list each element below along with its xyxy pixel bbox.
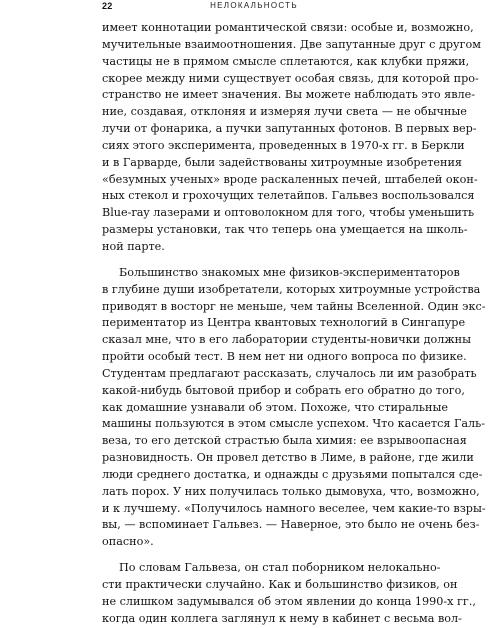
paragraph [102,265,486,551]
text-line: сиях этого эксперимента, проведенных в 1970-х гг. в Беркли [102,138,465,152]
text-line: вы, — вспоминает Гальвез. — Наверное, это было не очень без- [102,518,480,532]
text-line: и к лучшему. «Получилось намного веселее, чем какие-то взры- [102,501,486,515]
text-line: какой-нибудь бытовой прибор и собрать его обратно до того, [102,383,465,397]
text-line: ной парте. [102,239,165,253]
text-line: скорее между ними существует особая связь, для которой про- [102,71,479,85]
text-line: не слишком задумывался об этом явлении до конца 1990-х гг., [102,594,476,608]
text-line: размеры установки, так что теперь она умещается на школь- [102,223,468,237]
text-line: мучительные взаимоотношения. Две запутанные друг с другом [102,37,481,51]
text-line: «безумных ученых» вроде раскаленных печей, штабелей окон- [102,172,478,186]
text-line: имеет коннотации романтической связи: особые и, возможно, [102,21,474,34]
text-line: когда один коллега заглянул к нему в кабинет с весьма вол- [102,611,462,625]
text-line: сти практически случайно. Как и большинство физиков, он [102,578,458,591]
text-line: лать порох. У них получилась только дымовуха, что, возможно, [102,484,480,498]
text-line: в глубине души изобретатели, которых хитроумные устройства [102,282,481,296]
text-line: как домашние узнавали об этом. Похоже, что стиральные [102,400,448,414]
text-line: лучи от фонарика, а пучки запутанных фотонов. В первых вер- [102,122,477,136]
text-line: и в Гарварде, были задействованы хитроумные изобретения [102,155,462,169]
text-line: пройти особый тест. В нем нет ни одного вопроса по физике. [102,350,467,364]
text-line: странство не имеет значения. Вы можете наблюдать это явле- [102,88,476,102]
page-number: 22 [102,1,113,11]
text-line: частицы не в прямом смысле сплетаются, как клубки пряжи, [102,54,470,68]
paragraph [102,20,481,256]
text-line: Большинство знакомых мне физиков-экспериментаторов [119,265,460,279]
text-line: опасно». [102,535,154,549]
text-line: сказал мне, что в его лаборатории студенты-новички должны [102,333,472,347]
text-line: Студентам предлагают рассказать, случалось ли им разобрать [102,366,477,380]
page-header [102,0,406,12]
paragraph-gap [102,256,406,265]
text-line: люди среднего достатка, и однажды с друзьями попытался сде- [102,467,483,481]
text-line: разновидность. Он провел детство в Лиме, в районе, где жили [102,451,474,465]
body-text [102,20,486,628]
paragraph [102,560,476,627]
text-line: По словам Гальвеза, он стал поборником нелокально- [119,561,441,575]
text-line: приводят в восторг не меньше, чем тайны Вселенной. Один экс- [102,299,486,313]
text-line: ных стекол и грохочущих телетайпов. Гальвез воспользовался [102,189,475,203]
text-line: машины пользуются в этом смысле успехом. Что касается Галь- [102,417,486,431]
text-line: периментатор из Центра квантовых технологий в Сингапуре [102,316,466,330]
text-line: Blue-ray лазерами и оптоволокном для того, чтобы уменьшить [102,206,475,220]
paragraph-gap [102,551,406,560]
running-head: НЕЛОКАЛЬНОСТЬ [210,1,298,10]
text-line: ние, создавая, отклоняя и измеряя лучи света — не обычные [102,105,467,119]
text-line: веза, то его детской страстью была химия: ее взрывоопасная [102,434,467,448]
